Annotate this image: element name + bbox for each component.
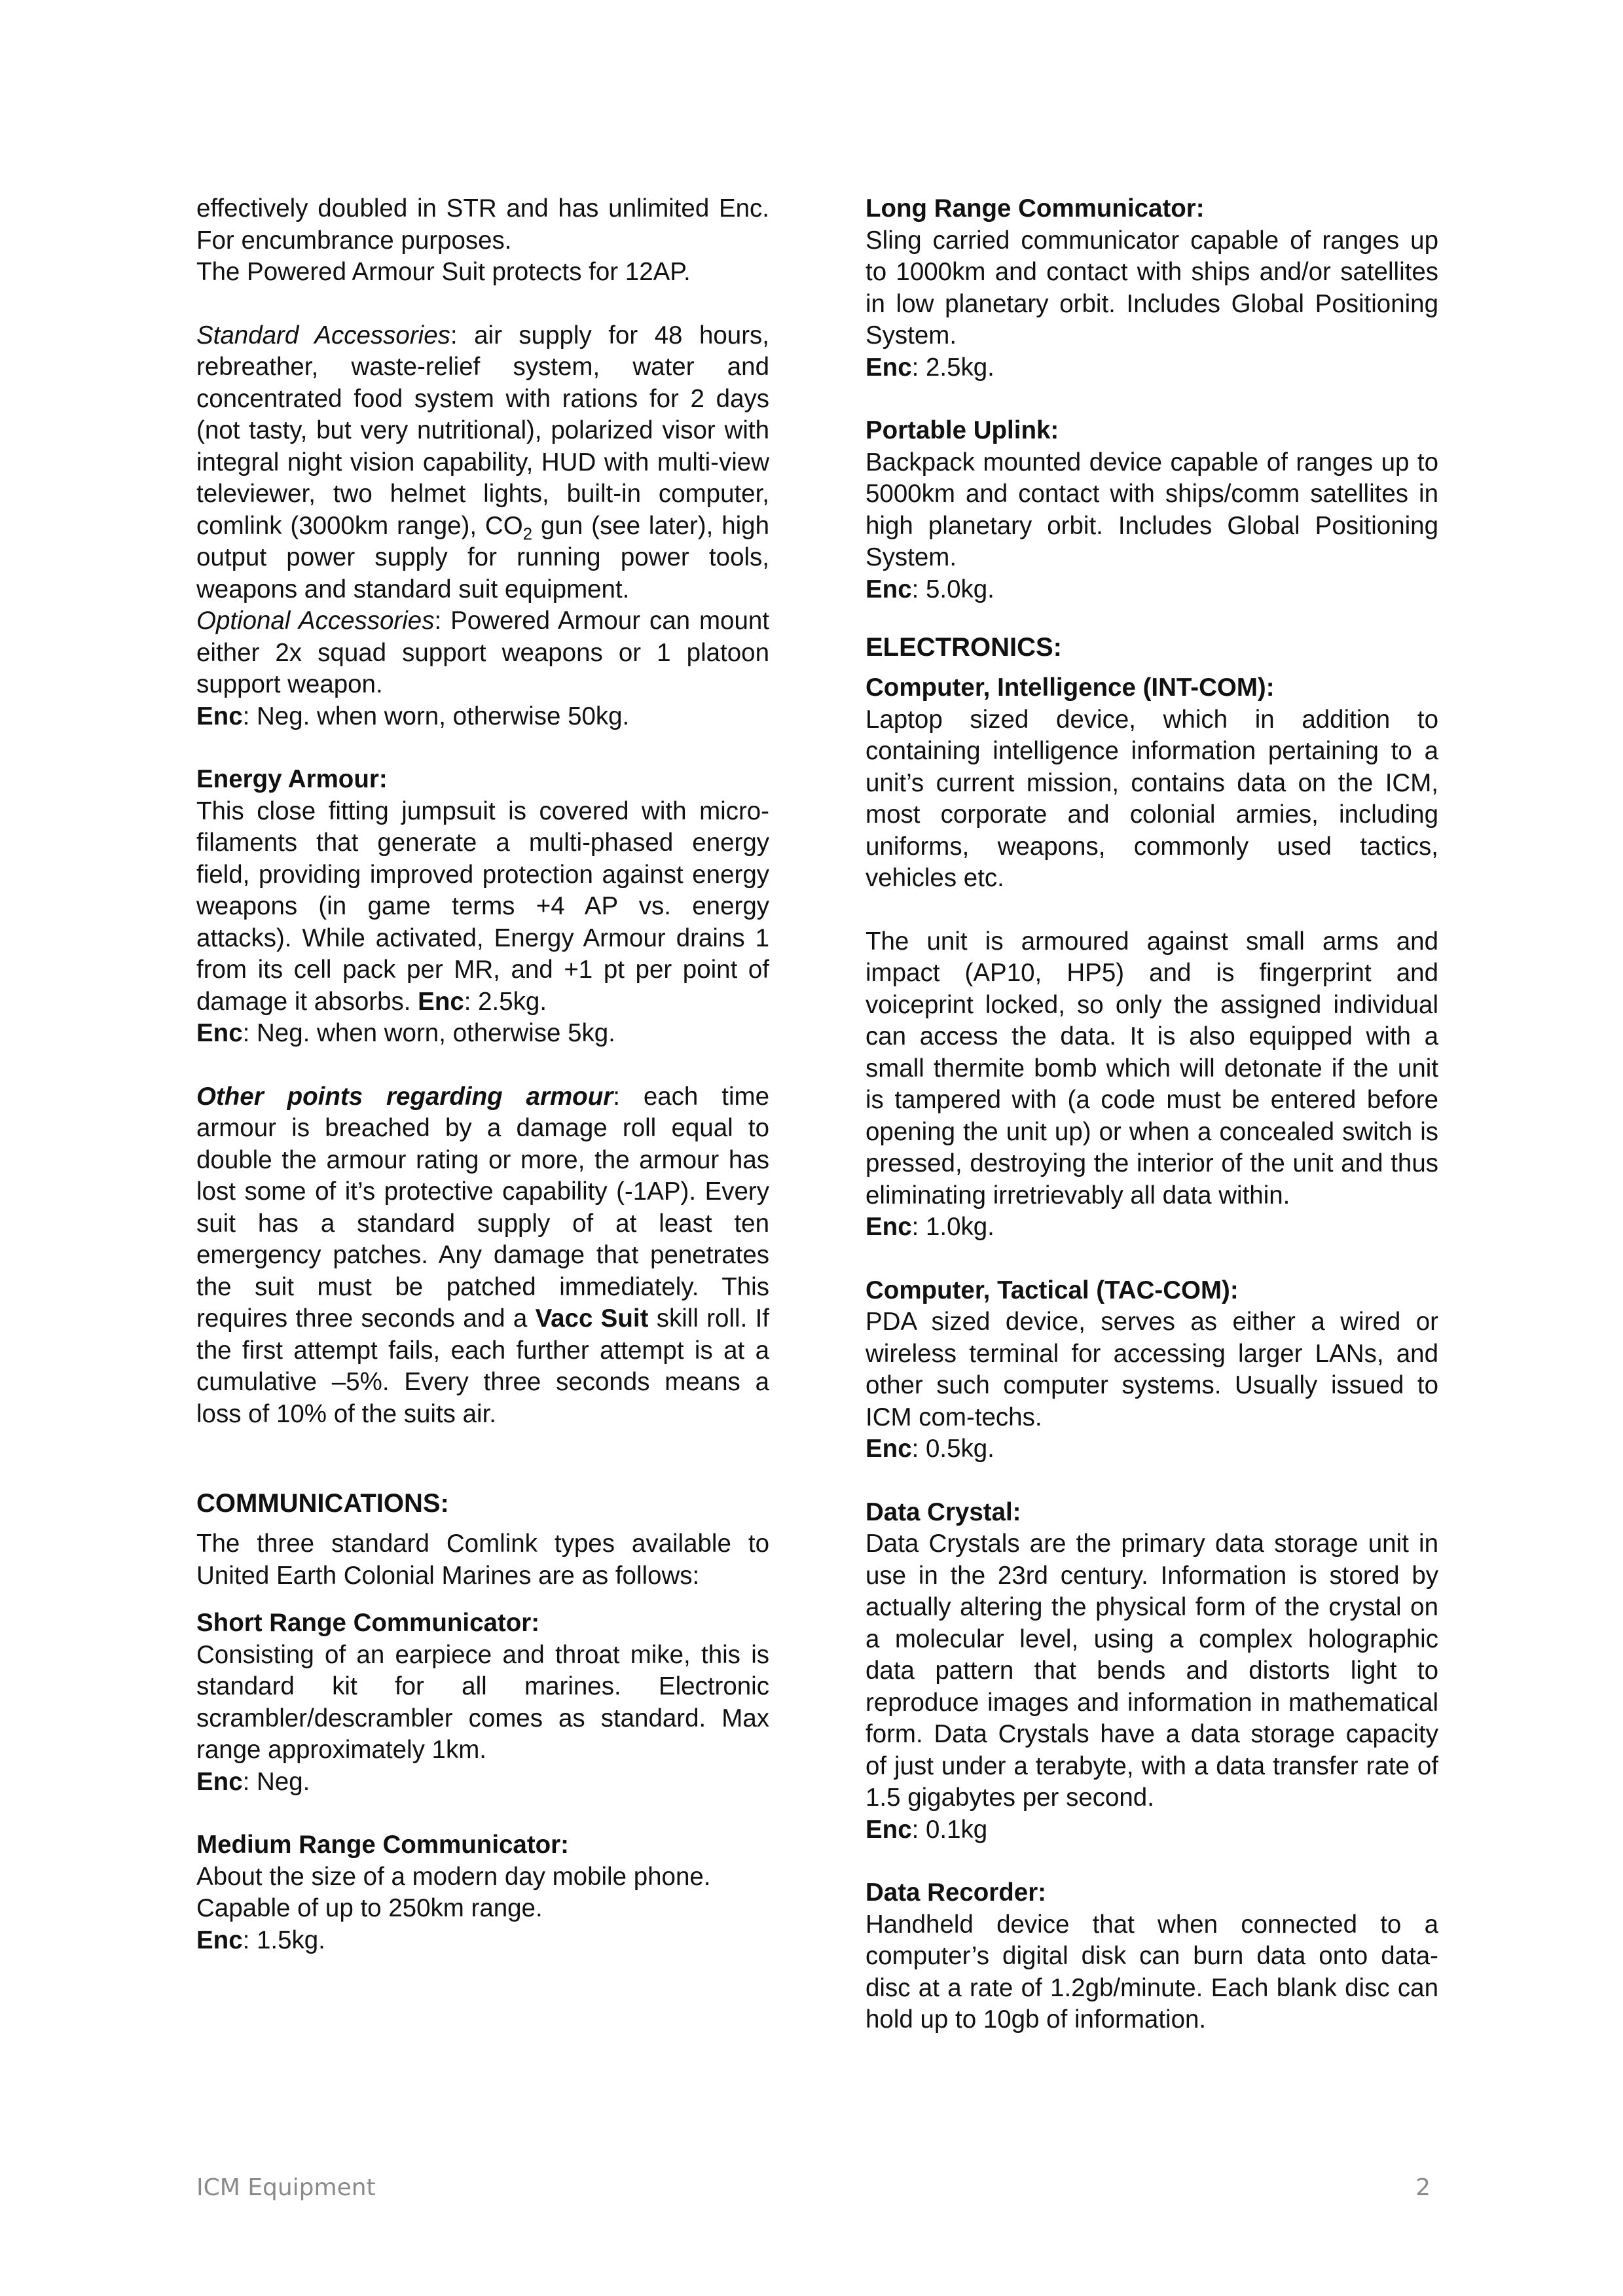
communications-heading: COMMUNICATIONS:	[196, 1489, 449, 1518]
intcom-text-2: The unit is armoured against small arms and impact (AP10, HP5) and is fingerprint and voiceprint locked, so only the assigned individual can access the data. It is also equipped with a small thermite bomb which will detonate if the unit is tampered with (a code must be entered before opening the unit up) or when a concealed switch is pressed, destroying the interior of the unit and thus eliminating irretrievably all data within.	[866, 927, 1438, 1210]
portable-uplink-title: Portable Uplink:	[866, 416, 1059, 444]
standard-accessories: Standard Accessories: air supply for 48 hours, rebreather, waste-relief system, water and concentrated food system with rations for 2 days (not tasty, but very nutritional), polarized visor with integral night vision capability, HUD with multi-view televiewer, two helmet lights, built-in computer, comlink (3000km range), $CO_2$ gun (see later), high output power supply for running power tools, weapons and standard suit equipment.	[196, 321, 769, 603]
energy-armour-title: Energy Armour:	[196, 765, 388, 793]
taccom-text: PDA sized device, serves as either a wired or wireless terminal for accessing larger LANs, and other such computer systems. Usually issued to ICM com-techs.	[866, 1308, 1438, 1431]
powered-armour-protection: The Powered Armour Suit protects for 12AP.	[196, 258, 691, 286]
powered-armour-continued: effectively doubled in STR and has unlimited Enc. For encumbrance purposes.	[196, 194, 769, 255]
data-crystal-title: Data Crystal:	[866, 1498, 1021, 1526]
energy-armour-enc: Enc: Neg. when worn, otherwise 5kg.	[196, 1019, 615, 1047]
intcom-title: Computer, Intelligence (INT-COM):	[866, 673, 1275, 702]
powered-armour-enc: Enc: Neg. when worn, otherwise 50kg.	[196, 702, 630, 730]
optional-accessories: Optional Accessories: Powered Armour can mount either 2x squad support weapons or 1 platoon support weapon.	[196, 607, 769, 698]
footer-title: ICM Equipment	[196, 2174, 376, 2201]
medium-range-title: Medium Range Communicator:	[196, 1831, 569, 1859]
medium-range-text: About the size of a modern day mobile phone. Capable of up to 250km range.	[196, 1862, 711, 1922]
data-recorder-text: Handheld device that when connected to a computer’s digital disk can burn data onto data-disc at a rate of 1.2gb/minute. Each blank disc can hold up to 10gb of information.	[866, 1910, 1438, 2034]
intcom-text-1: Laptop sized device, which in addition to containing intelligence information pertaining to a unit’s current mission, contains data on the ICM, most corporate and colonial armies, including uniforms, weapons, commonly used tactics, vehicles etc.	[866, 705, 1438, 892]
taccom-enc: Enc: 0.5kg.	[866, 1435, 994, 1463]
intcom-enc: Enc: 1.0kg.	[866, 1213, 994, 1241]
taccom-title: Computer, Tactical (TAC-COM):	[866, 1276, 1239, 1304]
other-points-label: Other points regarding armour	[196, 1082, 613, 1111]
portable-uplink-text: Backpack mounted device capable of ranges up to 5000km and contact with ships/comm satellites in high planetary orbit. Includes Global Positioning System.	[866, 448, 1438, 571]
page-number: 2	[1415, 2174, 1431, 2201]
optional-accessories-label: Optional Accessories	[196, 607, 435, 635]
energy-armour-text: This close fitting jumpsuit is covered with micro-filaments that generate a multi-phased energy field, providing improved protection against energy weapons (in game terms +4 AP vs. energy attacks). While activated, Energy Armour drains 1 from its cell pack per MR, and +1 pt per point of damage it absorbs. Enc: 2.5kg.	[196, 797, 769, 1016]
portable-uplink-enc: Enc: 5.0kg.	[866, 575, 994, 603]
short-range-enc: Enc: Neg.	[196, 1767, 310, 1796]
left-column	[196, 193, 769, 1956]
long-range-text: Sling carried communicator capable of ranges up to 1000km and contact with ships and/or satellites in low planetary orbit. Includes Global Positioning System.	[866, 226, 1438, 350]
standard-accessories-label: Standard Accessories	[196, 321, 450, 350]
right-column	[866, 193, 1438, 2036]
data-crystal-text: Data Crystals are the primary data storage unit in use in the 23rd century. Information is stored by actually altering the physical form of the crystal on a molecular level, using a complex holographic data pattern that bends and distorts light to reproduce images and information in mathematical form. Data Crystals have a data storage capacity of just under a terabyte, with a data transfer rate of 1.5 gigabytes per second.	[866, 1530, 1438, 1812]
medium-range-enc: Enc: 1.5kg.	[196, 1926, 325, 1954]
other-points-armour: Other points regarding armour: each time armour is breached by a damage roll equal to double the armour rating or more, the armour has lost some of it’s protective capability (-1AP). Every suit has a standard supply of at least ten emergency patches. Any damage that penetrates the suit must be patched immediately. This requires three seconds and a Vacc Suit skill roll. If the first attempt fails, each further attempt is at a cumulative –5%. Every three seconds means a loss of 10% of the suits air.	[196, 1082, 770, 1428]
communications-intro: The three standard Comlink types available to United Earth Colonial Marines are as follows:	[196, 1530, 769, 1590]
short-range-text: Consisting of an earpiece and throat mike, this is standard kit for all marines. Electronic scrambler/descrambler comes as standard. Max range approximately 1km.	[196, 1640, 769, 1764]
short-range-title: Short Range Communicator:	[196, 1609, 540, 1637]
data-crystal-enc: Enc: 0.1kg	[866, 1815, 988, 1844]
long-range-enc: Enc: 2.5kg.	[866, 353, 994, 382]
data-recorder-title: Data Recorder:	[866, 1878, 1047, 1907]
long-range-title: Long Range Communicator:	[866, 194, 1205, 223]
electronics-heading: ELECTRONICS:	[866, 633, 1062, 662]
